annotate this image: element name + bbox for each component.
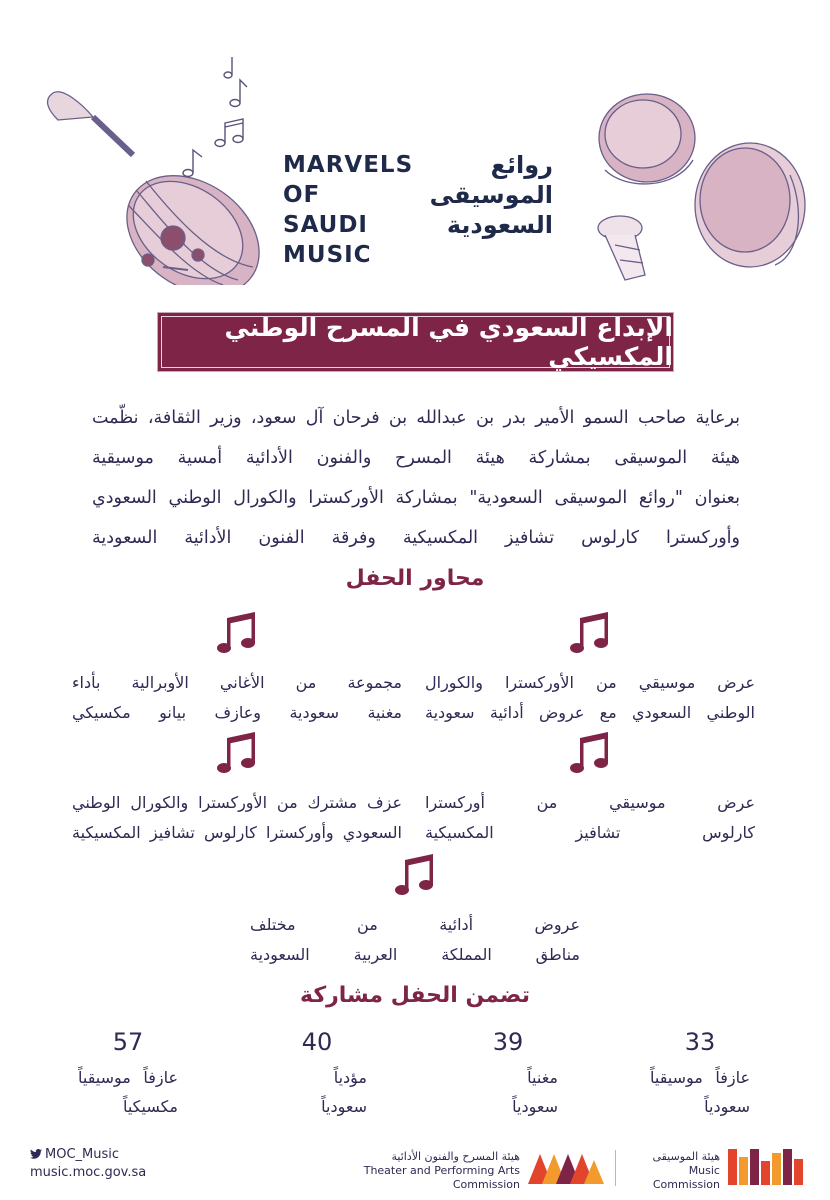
stat-label: مغنياً [527,1068,558,1087]
feature-item [72,610,402,728]
page-title: الإبداع السعودي في المسرح الوطني المكسيكي [224,313,673,371]
logo-english [283,150,413,270]
feature-line: عرض موسيقي من الأوركسترا والكورال [425,673,755,692]
marvels-logo [283,150,553,268]
intro-paragraph [92,398,740,558]
music-commission-ar: هيئة الموسيقى [652,1150,720,1163]
stat-label: سعودياً [704,1097,750,1116]
stat-item [68,1027,188,1121]
website-link[interactable]: music.moc.gov.sa [30,1165,147,1180]
logo-en-line-2: OF SAUDI [283,182,368,238]
feature-line: السعودي وأوركسترا كارلوس تشافيز المكسيكية [72,823,402,842]
stat-label: عازفاً موسيقياً [650,1068,750,1087]
stat-item [640,1027,760,1121]
footer-contact [30,1146,146,1182]
stat-number: 33 [684,1028,716,1056]
theater-commission-en: Theater and Performing Arts Commission [363,1164,520,1191]
drums-illustration [585,80,815,290]
logo-arabic [428,150,553,240]
intro-line: وأوركسترا كارلوس تشافيز المكسيكية وفرقة الفنون الأدائية السعودية [92,528,740,548]
feature-line: عزف مشترك من الأوركسترا والكورال الوطني [72,793,402,812]
stat-label: مؤدياً [333,1068,367,1087]
music-commission-en: Music Commission [652,1164,720,1191]
feature-line: مناطق المملكة العربية السعودية [250,945,580,964]
music-note-icon [215,730,259,778]
feature-item [425,610,755,728]
feature-item [250,852,580,970]
intro-line: بعنوان "روائع الموسيقى السعودية" بمشاركة الأوركسترا والكورال الوطني السعودي [92,488,740,508]
stat-number: 40 [301,1028,333,1056]
stat-item [448,1027,568,1121]
stat-label: سعودياً [512,1097,558,1116]
music-note-icon [393,852,437,900]
theater-commission [330,1150,520,1192]
music-note-icon [568,730,612,778]
feature-line: مغنية سعودية وعازف بيانو مكسيكي [72,703,402,722]
intro-line: برعاية صاحب السمو الأمير بدر بن عبدالله بن فرحان آل سعود، وزير الثقافة، نظّمت [92,408,740,428]
stat-label: مكسيكياً [122,1097,178,1116]
music-note-icon [215,610,259,658]
theater-commission-logo-icon [528,1150,604,1184]
feature-line: كارلوس تشافيز المكسيكية [425,823,755,842]
music-commission-logo-icon [728,1149,804,1185]
logo-ar-line-1: روائع [490,151,553,179]
stat-label: سعودياً [321,1097,367,1116]
twitter-handle-text: MOC_Music [45,1147,120,1162]
stat-item [257,1027,377,1121]
twitter-icon [30,1149,42,1159]
logo-en-line-3: MUSIC [283,242,372,268]
title-banner [157,312,674,372]
music-note-icon [568,610,612,658]
feature-line: الوطني السعودي مع عروض أدائية سعودية [425,703,755,722]
section-heading-participation: تضمن الحفل مشاركة [299,983,530,1008]
feature-item [425,730,755,848]
stat-number: 39 [492,1028,524,1056]
logo-en-line-1: MARVELS [283,152,414,178]
feature-line: عرض موسيقي من أوركسترا [425,793,755,812]
music-notes-icon [180,55,260,185]
intro-line: هيئة الموسيقى بمشاركة هيئة المسرح والفنون الأدائية أمسية موسيقية [92,448,740,468]
section-heading-axes: محاور الحفل [345,566,485,591]
logo-ar-line-2: الموسيقى [429,181,553,209]
music-commission [620,1150,720,1192]
feature-line: مجموعة من الأغاني الأوبرالية بأداء [72,673,402,692]
logo-ar-line-3: السعودية [446,211,553,239]
twitter-handle[interactable] [30,1146,146,1164]
stat-number: 57 [112,1028,144,1056]
theater-commission-ar: هيئة المسرح والفنون الأدائية [391,1150,520,1163]
footer-divider [615,1150,616,1186]
stat-label: عازفاً موسيقياً [78,1068,178,1087]
feature-line: عروض أدائية من مختلف [250,915,580,934]
feature-item [72,730,402,848]
